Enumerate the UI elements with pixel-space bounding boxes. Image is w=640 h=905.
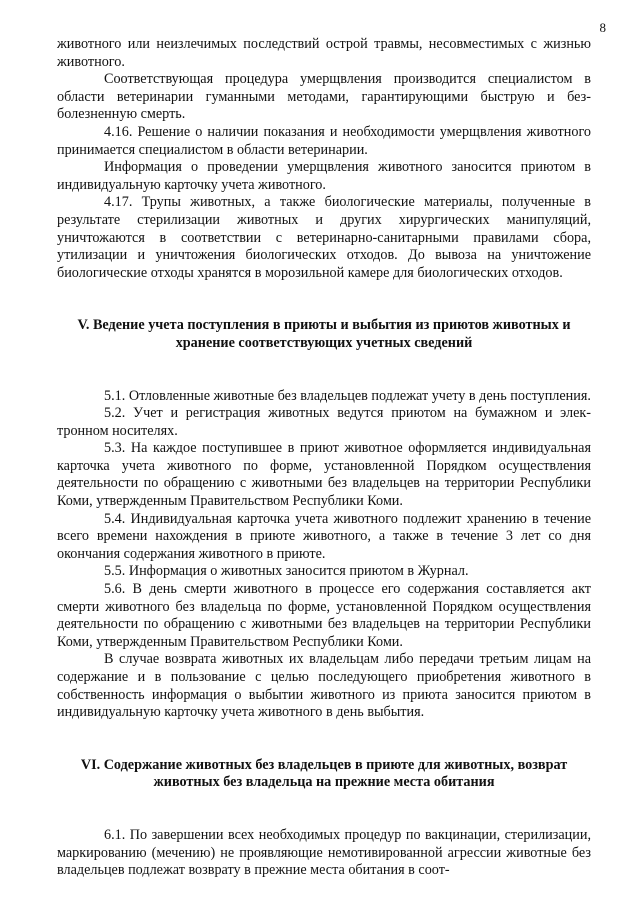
- paragraph: В случае возврата животных их владельцам либо передачи третьим лицам на содержание и в пользование с целью последующего приобретения животного в собственность информация о выбытии животного из приюта заносится приютом в индивидуальную карточку учета животного в день выбытия.: [57, 651, 591, 721]
- paragraph: 5.5. Информация о животных заносится приютом в Журнал.: [104, 563, 469, 580]
- paragraph: Информация о проведении умерщвления животного заносится приютом в индивидуальную карточку учета животного.: [57, 159, 591, 193]
- paragraph: 5.3. На каждое поступившее в приют животное оформляется индивидуальная карточка учета животного по форме, установленной Порядком осуществления деятельности по обращению с животными без владельцев на территории Республики Коми, утвержденным Правительством Республики Коми.: [57, 440, 591, 510]
- paragraph: 5.1. Отловленные животные без владельцев подлежат учету в день поступления.: [104, 387, 591, 404]
- paragraph: 6.1. По завершении всех необходимых процедур по вакцинации, стерилизации, маркированию (мечению) не проявляющие немотивированной агрессии животные без владельцев подлежат возврату в прежние места обитания в соот-: [57, 826, 591, 879]
- paragraph: 4.17. Трупы животных, а также биологические материалы, полученные в результате стерилизации животных и других хирургических манипуляций, уничтожаются в соответствии с ветеринарно-санитарными правилами сбора, утилизации и уничтожения биологических отходов. До вывоза на уничтожение биологические отходы хранятся в морозильной камере для биологических отходов.: [57, 194, 591, 281]
- paragraph: Соответствующая процедура умерщвления производится специалистом в области ветеринарии гуманными методами, гарантирующими быструю и безболезненную смерть.: [57, 71, 591, 123]
- paragraph: 5.2. Учет и регистрация животных ведутся приютом на бумажном и электронном носителях.: [57, 405, 591, 439]
- paragraph: животного или неизлечимых последствий острой травмы, несовместимых с жизнью животного.: [57, 36, 591, 70]
- document-body: [57, 36, 591, 880]
- paragraph: 5.4. Индивидуальная карточка учета животного подлежит хранению в течение всего времени нахождения в приюте животного, а также в течение 3 лет со дня окончания содержания животного в приюте.: [57, 510, 591, 562]
- section-heading-vi: VI. Содержание животных без владельцев в приюте для животных, возврат животных без владельца на прежние места обитания: [80, 756, 568, 791]
- paragraph: 4.16. Решение о наличии показания и необходимости умерщвления животного принимается специалистом в области ветеринарии.: [57, 123, 591, 158]
- section-heading-v: V. Ведение учета поступления в приюты и выбытия из приютов животных и хранение соответствующих учетных сведений: [77, 317, 571, 351]
- paragraph: 5.6. В день смерти животного в процессе его содержания составляется акт смерти животного без владельца по форме, установленной Порядком осуществления деятельности по обращению с животными без владельцев на территории Республики Коми, утвержденным Правительством Республики Коми.: [57, 581, 591, 650]
- page-number: 8: [599, 20, 606, 35]
